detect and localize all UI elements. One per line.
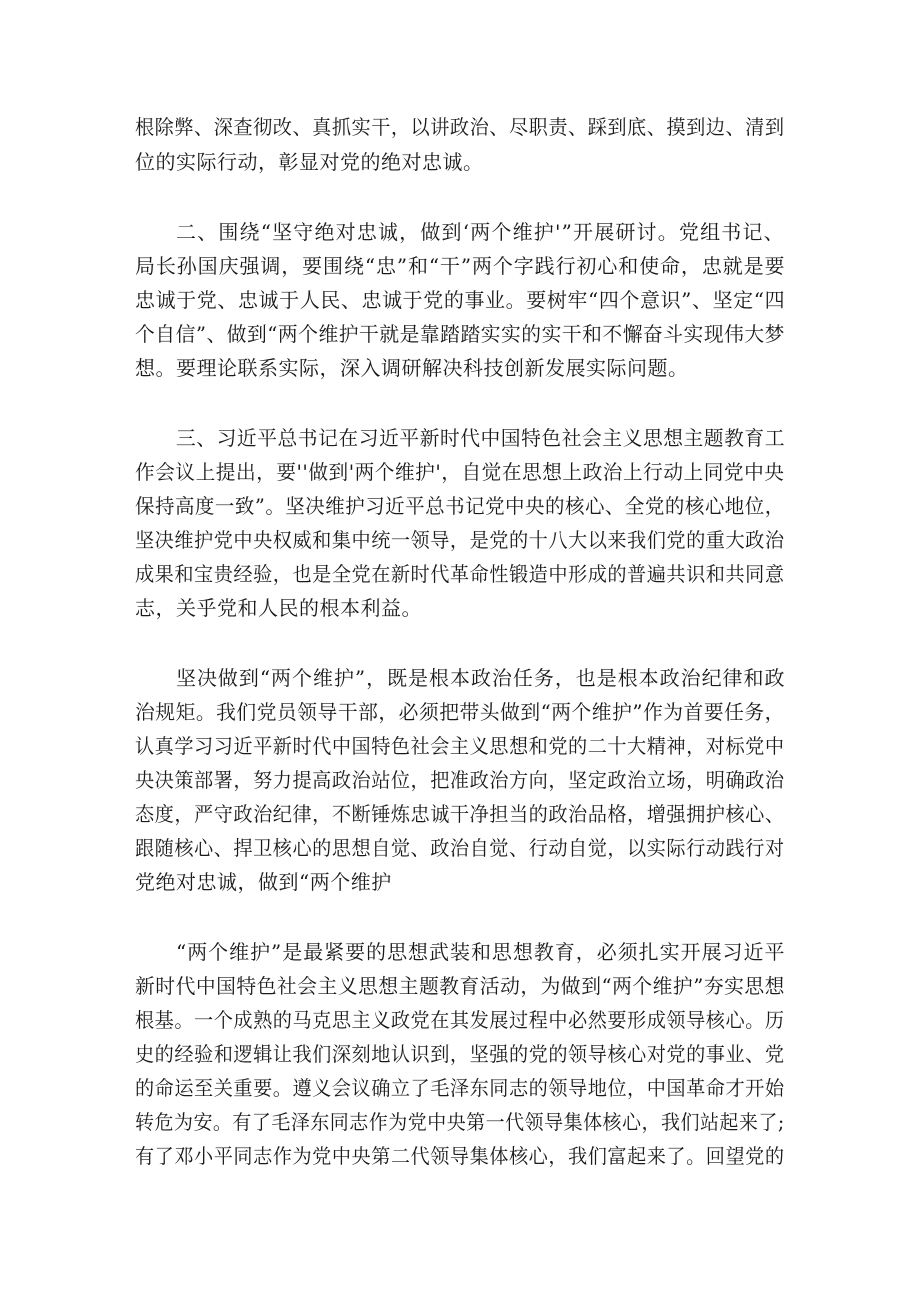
text-line: 坚决维护党中央权威和集中统一领导，是党的十八大以来我们党的重大政治 <box>135 528 785 552</box>
text-line: 坚决做到“两个维护”，既是根本政治任务，也是根本政治纪律和政 <box>176 666 786 690</box>
text-line: 态度，严守政治纪律，不断锤炼忠诚干净担当的政治品格，增强拥护核心、 <box>135 802 785 826</box>
text-line: 作会议上提出，要''做到'两个维护'，自觉在思想上政治上行动上同党中央 <box>135 460 785 484</box>
text-line: 治规矩。我们党员领导干部，必须把带头做到“两个维护”作为首要任务， <box>135 700 785 724</box>
text-line: 跟随核心、捍卫核心的思想自觉、政治自觉、行动自觉，以实际行动践行对 <box>135 836 785 860</box>
text-line: 央决策部署，努力提高政治站位，把准政治方向，坚定政治立场，明确政治 <box>135 768 785 792</box>
text-line: 根基。一个成熟的马克思主义政党在其发展过程中必然要形成领导核心。历 <box>135 1008 785 1032</box>
text-line: 有了邓小平同志作为党中央第二代领导集体核心，我们富起来了。回望党的 <box>135 1144 785 1168</box>
text-line: 党绝对忠诚，做到“两个维护 <box>135 870 392 894</box>
text-line: 新时代中国特色社会主义思想主题教育活动，为做到“两个维护”夯实思想 <box>135 974 785 998</box>
text-line: 二、围绕“坚守绝对忠诚，做到‘两个维护'”开展研讨。党组书记、 <box>176 220 785 244</box>
text-line: 认真学习习近平新时代中国特色社会主义思想和党的二十大精神，对标党中 <box>135 734 785 758</box>
text-line: 局长孙国庆强调，要围绕“忠”和“干”两个字践行初心和使命，忠就是要 <box>135 254 786 278</box>
text-line: 个自信”、做到“两个维护干就是靠踏踏实实的实干和不懈奋斗实现伟大梦 <box>135 322 785 346</box>
text-line: 根除弊、深查彻改、真抓实干，以讲政治、尽职责、踩到底、摸到边、清到 <box>135 115 785 139</box>
text-line: 忠诚于党、忠诚于人民、忠诚于党的事业。要树牢“四个意识”、坚定“四 <box>135 288 786 312</box>
text-line: 史的经验和逻辑让我们深刻地认识到，坚强的党的领导核心对党的事业、党 <box>135 1042 785 1066</box>
text-line: 成果和宝贵经验，也是全党在新时代革命性锻造中形成的普遍共识和共同意 <box>135 562 785 586</box>
text-line: 保持高度一致”。坚决维护习近平总书记党中央的核心、全党的核心地位， <box>135 494 785 518</box>
text-line: 三、习近平总书记在习近平新时代中国特色社会主义思想主题教育工 <box>176 426 785 450</box>
text-line: 转危为安。有了毛泽东同志作为党中央第一代领导集体核心，我们站起来了; <box>135 1110 785 1134</box>
text-line: 想。要理论联系实际，深入调研解决科技创新发展实际问题。 <box>135 356 689 380</box>
text-line: “两个维护”是最紧要的思想武装和思想教育，必须扎实开展习近平 <box>176 940 786 964</box>
text-line: 的命运至关重要。遵义会议确立了毛泽东同志的领导地位，中国革命才开始 <box>135 1076 785 1100</box>
text-line: 位的实际行动，彰显对党的绝对忠诚。 <box>135 150 484 174</box>
text-line: 志，关乎党和人民的根本利益。 <box>135 596 422 620</box>
